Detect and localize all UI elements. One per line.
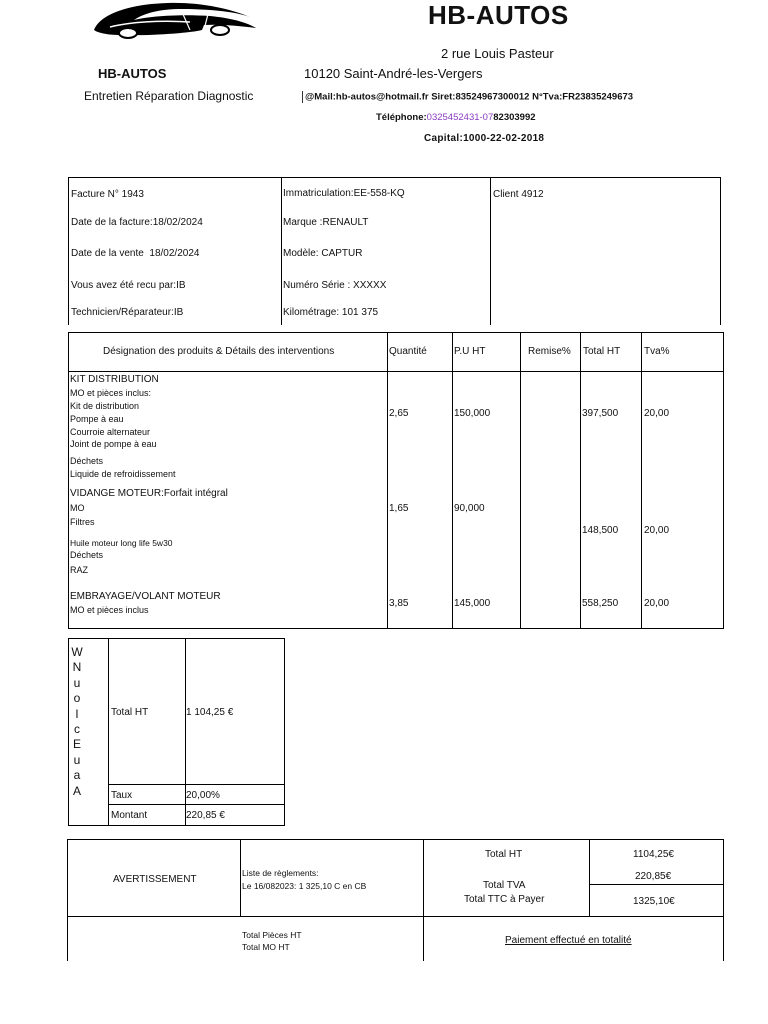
car-silhouette-icon bbox=[90, 0, 260, 42]
total-ttc-label: Total TTC à Payer bbox=[464, 894, 545, 905]
payments-title: Liste de règlements: bbox=[242, 868, 319, 878]
total-ht-label: Total HT bbox=[485, 849, 523, 860]
totals-table bbox=[67, 839, 724, 961]
item1-extra: Déchets bbox=[70, 456, 104, 466]
invoice-number: Facture N° 1943 bbox=[71, 189, 144, 200]
vat-amount-value: 220,85 € bbox=[186, 810, 225, 821]
total-tva-value: 220,85€ bbox=[635, 871, 672, 882]
mileage: Kilométrage: 101 375 bbox=[283, 307, 379, 318]
received-by: Vous avez été recu par:IB bbox=[71, 280, 186, 291]
item1-line: Pompe à eau bbox=[70, 414, 124, 424]
item3-line: MO et pièces inclus bbox=[70, 605, 149, 615]
item2-line: Déchets bbox=[70, 550, 104, 560]
vat-rate-value: 20,00% bbox=[186, 790, 220, 801]
item3-quantity: 3,85 bbox=[389, 598, 409, 609]
item1-quantity: 2,65 bbox=[389, 408, 409, 419]
contact-text: @Mail:hb-autos@hotmail.fr Siret:83524967300012 N°Tva:FR23835249673 bbox=[305, 91, 634, 103]
item2-vat: 20,00 bbox=[644, 525, 670, 536]
item3-unit-price: 145,000 bbox=[454, 598, 491, 609]
parts-total-label: Total Pièces HT bbox=[242, 930, 302, 940]
warning-label: AVERTISSEMENT bbox=[113, 874, 197, 885]
payment-status: Paiement effectué en totalité bbox=[505, 935, 632, 946]
item3-title: EMBRAYAGE/VOLANT MOTEUR bbox=[70, 591, 221, 602]
item2-line: Filtres bbox=[70, 517, 95, 527]
model: Modèle: CAPTUR bbox=[283, 248, 363, 259]
contact-line bbox=[302, 91, 633, 103]
phone-line bbox=[376, 112, 536, 123]
company-name: HB-AUTOS bbox=[98, 66, 167, 81]
item1-line: Courroie alternateur bbox=[70, 427, 151, 437]
client-number: Client 4912 bbox=[493, 189, 544, 200]
vat-amount-label: Montant bbox=[111, 810, 148, 821]
item1-extra: Liquide de refroidissement bbox=[70, 469, 176, 479]
total-ttc-value: 1325,10€ bbox=[633, 896, 675, 907]
serial-number: Numéro Série : XXXXX bbox=[283, 280, 387, 291]
header-discount: Remise% bbox=[528, 346, 571, 357]
sale-date: Date de la vente 18/02/2024 bbox=[71, 248, 200, 259]
technician: Technicien/Réparateur:IB bbox=[71, 307, 184, 318]
item1-line: Joint de pompe à eau bbox=[70, 439, 157, 449]
total-tva-label: Total TVA bbox=[483, 880, 526, 891]
total-ht-value: 1104,25€ bbox=[633, 849, 674, 860]
header-unit-price: P.U HT bbox=[454, 346, 486, 357]
header-vat: Tva% bbox=[644, 346, 670, 357]
vat-summary-box bbox=[68, 638, 285, 826]
item1-unit-price: 150,000 bbox=[454, 408, 491, 419]
vat-total-ht-label: Total HT bbox=[111, 707, 149, 718]
vehicle-info-box bbox=[68, 177, 721, 325]
item2-unit-price: 90,000 bbox=[454, 503, 485, 514]
item2-quantity: 1,65 bbox=[389, 503, 409, 514]
brand: Marque :RENAULT bbox=[283, 217, 369, 228]
item3-total: 558,250 bbox=[582, 598, 619, 609]
plate: Immatriculation:EE-558-KQ bbox=[283, 188, 405, 199]
items-table bbox=[68, 332, 724, 629]
item2-line: Huile moteur long life 5w30 bbox=[70, 538, 173, 548]
vat-total-ht-value: 1 104,25 € bbox=[186, 707, 234, 718]
vat-rate-label: Taux bbox=[111, 790, 133, 801]
item2-title: VIDANGE MOTEUR:Forfait intégral bbox=[70, 488, 228, 499]
header-total-ht: Total HT bbox=[583, 346, 621, 357]
address-line2: 10120 Saint-André-les-Vergers bbox=[304, 66, 483, 81]
page-title: HB-AUTOS bbox=[428, 0, 569, 30]
labor-total-label: Total MO HT bbox=[242, 942, 290, 952]
item1-title: KIT DISTRIBUTION bbox=[70, 374, 159, 385]
item1-line: Kit de distribution bbox=[70, 401, 140, 411]
phone-label: Téléphone: bbox=[376, 112, 427, 123]
phone-rest: 82303992 bbox=[493, 112, 536, 123]
item2-total: 148,500 bbox=[582, 525, 619, 536]
item2-line: MO bbox=[70, 503, 85, 513]
address-line1: 2 rue Louis Pasteur bbox=[441, 46, 554, 61]
header-designation: Désignation des produits & Détails des interventions bbox=[103, 346, 335, 357]
phone-link[interactable]: 0325452431-07 bbox=[426, 112, 494, 123]
item3-vat: 20,00 bbox=[644, 598, 670, 609]
header-quantity: Quantité bbox=[389, 346, 427, 357]
item2-line: RAZ bbox=[70, 565, 88, 575]
invoice-date: Date de la facture:18/02/2024 bbox=[71, 217, 203, 228]
item1-total: 397,500 bbox=[582, 408, 619, 419]
vertical-letters: W N u o l c E u a A bbox=[71, 645, 83, 798]
payment-line: Le 16/082023: 1 325,10 C en CB bbox=[242, 881, 367, 891]
company-tagline: Entretien Réparation Diagnostic bbox=[84, 89, 254, 103]
item1-vat: 20,00 bbox=[644, 408, 670, 419]
capital-line: Capital:1000-22-02-2018 bbox=[424, 133, 545, 144]
item1-line: MO et pièces inclus: bbox=[70, 388, 152, 398]
